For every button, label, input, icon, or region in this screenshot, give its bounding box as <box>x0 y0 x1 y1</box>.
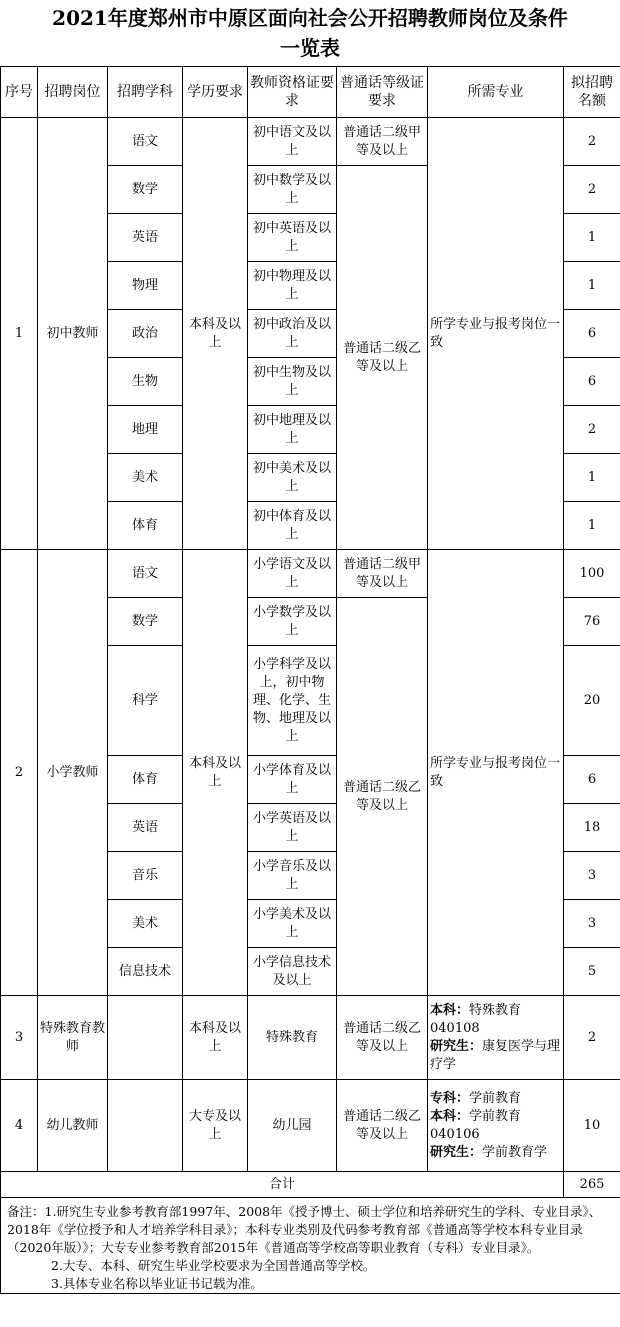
cell-subject: 体育 <box>108 502 183 550</box>
title-line-1: 2021年度郑州市中原区面向社会公开招聘教师岗位及条件 <box>52 6 568 30</box>
cell-subject: 物理 <box>108 262 183 310</box>
cell-subject: 音乐 <box>108 852 183 900</box>
cell-subject: 美术 <box>108 900 183 948</box>
cell-subject: 英语 <box>108 804 183 852</box>
cell-cert: 特殊教育 <box>248 996 337 1080</box>
cell-count: 1 <box>564 262 620 310</box>
cell-count: 3 <box>564 852 620 900</box>
cell-subject: 美术 <box>108 454 183 502</box>
cell-edu: 本科及以上 <box>183 118 248 550</box>
cell-subject <box>108 996 183 1080</box>
major-text: 学前教育学 <box>482 1144 548 1160</box>
cell-subject: 科学 <box>108 646 183 756</box>
major-text: 特殊教育040108 <box>430 1002 522 1036</box>
title-line-2: 一览表 <box>279 36 340 60</box>
cell-count: 6 <box>564 310 620 358</box>
cell-count: 2 <box>564 406 620 454</box>
cell-mandarin: 普通话二级甲等及以上 <box>337 550 428 598</box>
major-label: 本科： <box>430 1002 470 1018</box>
header-major: 所需专业 <box>428 67 564 118</box>
cell-count: 6 <box>564 756 620 804</box>
cell-post: 特殊教育教师 <box>38 996 108 1080</box>
cell-major <box>428 1080 564 1172</box>
cell-count: 20 <box>564 646 620 756</box>
major-label: 专科： <box>430 1090 470 1106</box>
cell-major: 所学专业与报考岗位一致 <box>428 550 564 996</box>
page-title <box>0 0 620 66</box>
note-2: 2.大专、本科、研究生毕业学校要求为全国普通高等学校。 <box>51 1258 376 1273</box>
note-1: 备注：1.研究生专业参考教育部1997年、2008年《授予博士、硕士学位和培养研究生的学科、专业目录》、2018年《学位授予和人才培养学科目录》；本科专业类别及代码参考教育部《普通高等学校本科专业目录（2020年版）》；大专专业参考教育部2015年《普通高等学校高等职业教育（专科）专业目录》。 <box>7 1204 602 1255</box>
cell-cert: 小学语文及以上 <box>248 550 337 598</box>
cell-count: 2 <box>564 996 620 1080</box>
header-post: 招聘岗位 <box>38 67 108 118</box>
cell-subject: 英语 <box>108 214 183 262</box>
cell-major <box>428 996 564 1080</box>
notes-row <box>1 1198 620 1294</box>
header-no: 序号 <box>1 67 38 118</box>
cell-post: 幼儿教师 <box>38 1080 108 1172</box>
cell-cert: 初中语文及以上 <box>248 118 337 166</box>
cell-edu: 本科及以上 <box>183 550 248 996</box>
cell-mandarin: 普通话二级乙等及以上 <box>337 1080 428 1172</box>
cell-cert: 初中地理及以上 <box>248 406 337 454</box>
cell-count: 2 <box>564 166 620 214</box>
cell-count: 100 <box>564 550 620 598</box>
cell-cert: 初中美术及以上 <box>248 454 337 502</box>
cell-cert: 小学美术及以上 <box>248 900 337 948</box>
cell-cert: 小学数学及以上 <box>248 598 337 646</box>
cell-subject: 语文 <box>108 550 183 598</box>
header-count: 拟招聘名额 <box>564 67 620 118</box>
major-label: 研究生： <box>430 1038 483 1054</box>
cell-subject: 地理 <box>108 406 183 454</box>
cell-cert: 小学信息技术及以上 <box>248 948 337 996</box>
major-text: 学前教育040106 <box>430 1108 522 1142</box>
cell-count: 6 <box>564 358 620 406</box>
cell-no: 3 <box>1 996 38 1080</box>
table-row <box>1 118 620 166</box>
cell-no: 4 <box>1 1080 38 1172</box>
major-label: 研究生： <box>430 1144 483 1160</box>
major-label: 本科： <box>430 1108 470 1124</box>
cell-subject: 信息技术 <box>108 948 183 996</box>
note-3: 3.具体专业名称以毕业证书记载为准。 <box>51 1276 263 1291</box>
cell-subject: 政治 <box>108 310 183 358</box>
header-subject: 招聘学科 <box>108 67 183 118</box>
cell-mandarin: 普通话二级甲等及以上 <box>337 118 428 166</box>
cell-no: 1 <box>1 118 38 550</box>
table-row <box>1 550 620 598</box>
cell-cert: 小学音乐及以上 <box>248 852 337 900</box>
cell-subject: 数学 <box>108 598 183 646</box>
total-row <box>1 1172 620 1198</box>
cell-count: 1 <box>564 454 620 502</box>
cell-cert: 初中政治及以上 <box>248 310 337 358</box>
cell-subject <box>108 1080 183 1172</box>
cell-no: 2 <box>1 550 38 996</box>
cell-count: 1 <box>564 214 620 262</box>
notes <box>1 1198 620 1294</box>
cell-count: 5 <box>564 948 620 996</box>
cell-mandarin: 普通话二级乙等及以上 <box>337 166 428 550</box>
cell-cert: 初中英语及以上 <box>248 214 337 262</box>
cell-mandarin: 普通话二级乙等及以上 <box>337 996 428 1080</box>
cell-cert: 初中物理及以上 <box>248 262 337 310</box>
cell-cert: 小学英语及以上 <box>248 804 337 852</box>
cell-major: 所学专业与报考岗位一致 <box>428 118 564 550</box>
table-row <box>1 1080 620 1172</box>
cell-cert: 初中数学及以上 <box>248 166 337 214</box>
cell-count: 1 <box>564 502 620 550</box>
cell-count: 3 <box>564 900 620 948</box>
table-row <box>1 996 620 1080</box>
cell-cert: 初中体育及以上 <box>248 502 337 550</box>
cell-count: 76 <box>564 598 620 646</box>
major-text: 学前教育 <box>469 1090 522 1106</box>
cell-mandarin: 普通话二级乙等及以上 <box>337 598 428 996</box>
cell-subject: 语文 <box>108 118 183 166</box>
cell-edu: 大专及以上 <box>183 1080 248 1172</box>
cell-subject: 生物 <box>108 358 183 406</box>
header-mandarin: 普通话等级证要求 <box>337 67 428 118</box>
header-cert: 教师资格证要求 <box>248 67 337 118</box>
recruitment-table <box>0 66 620 1294</box>
header-edu: 学历要求 <box>183 67 248 118</box>
cell-subject: 体育 <box>108 756 183 804</box>
cell-post: 小学教师 <box>38 550 108 996</box>
header-row <box>1 67 620 118</box>
cell-count: 18 <box>564 804 620 852</box>
cell-cert: 小学科学及以上，初中物理、化学、生物、地理及以上 <box>248 646 337 756</box>
cell-cert: 小学体育及以上 <box>248 756 337 804</box>
major-text: 康复医学与理疗学 <box>430 1038 561 1072</box>
total-label: 合计 <box>1 1172 564 1198</box>
cell-subject: 数学 <box>108 166 183 214</box>
cell-cert: 幼儿园 <box>248 1080 337 1172</box>
cell-edu: 本科及以上 <box>183 996 248 1080</box>
cell-count: 2 <box>564 118 620 166</box>
cell-cert: 初中生物及以上 <box>248 358 337 406</box>
cell-post: 初中教师 <box>38 118 108 550</box>
cell-count: 10 <box>564 1080 620 1172</box>
total-value: 265 <box>564 1172 620 1198</box>
